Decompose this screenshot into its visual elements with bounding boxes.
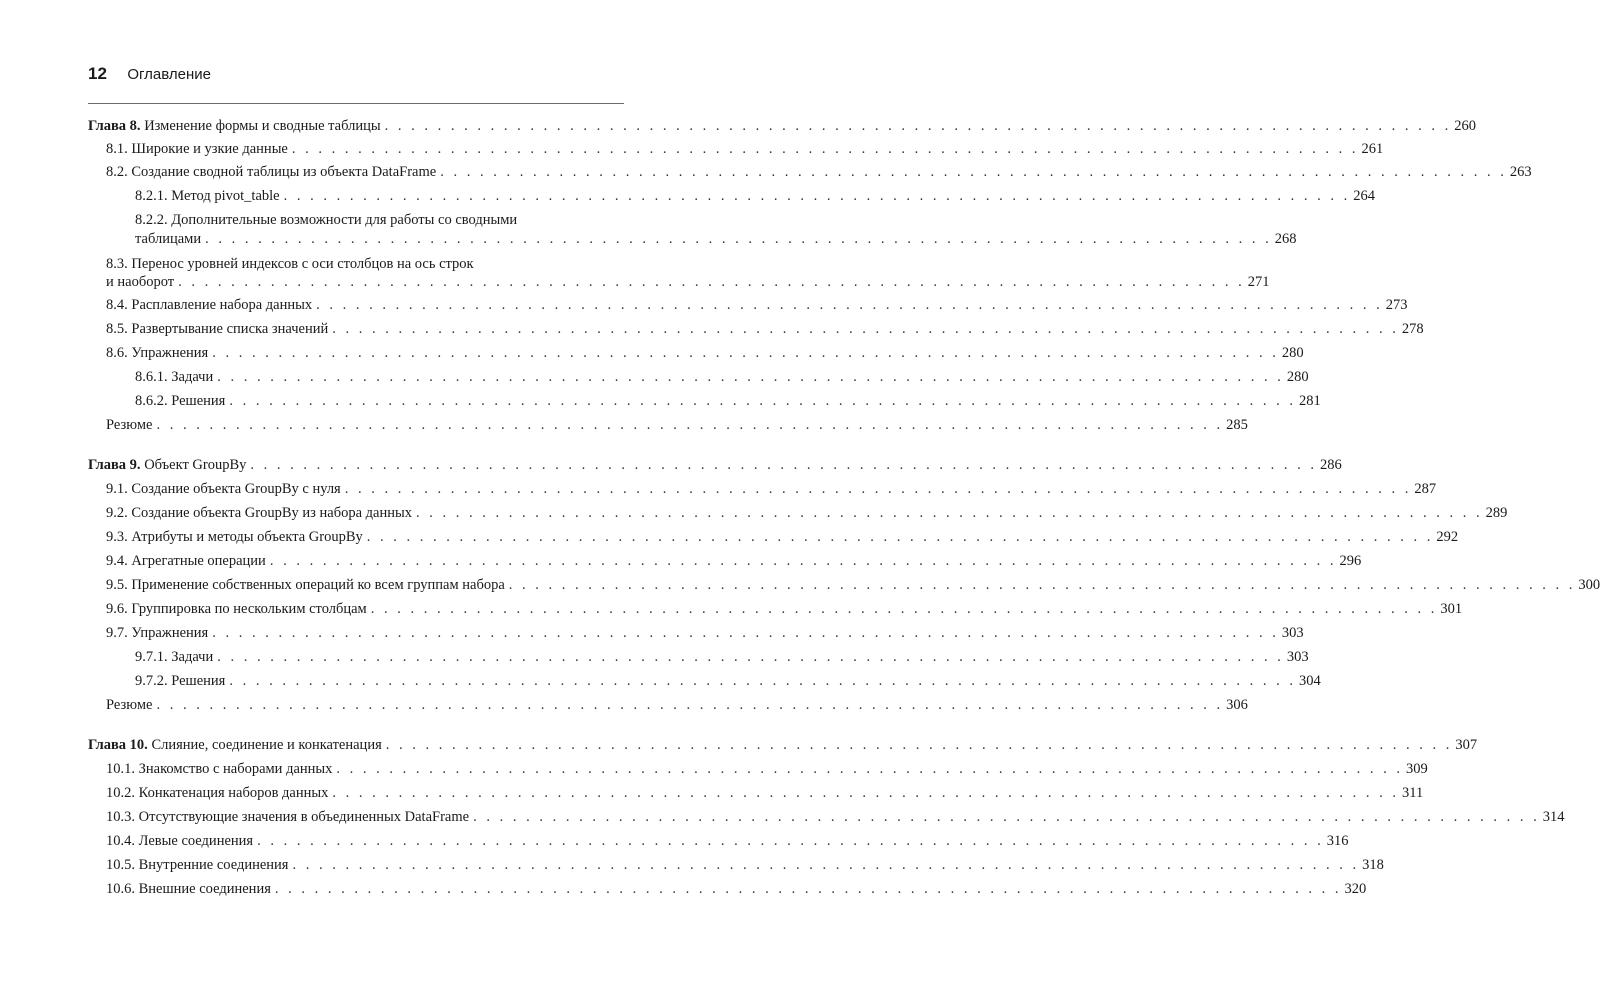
entry-title: 10.1. Знакомство с наборами данных: [106, 761, 333, 777]
entry-title: 8.4. Расплавление набора данных: [106, 297, 313, 313]
leader-dots: . . . . . . . . . . . . . . . . . . . . . . . . . . . . . . . . . . . . . . . . . . . . . . . . . . . . . . . . . . . . . . . . . . . . . . . . . . . . . . . . .: [366, 529, 1434, 545]
leader-dots: . . . . . . . . . . . . . . . . . . . . . . . . . . . . . . . . . . . . . . . . . . . . . . . . . . . . . . . . . . . . . . . . . . . . . . . . . . . . . . . . .: [440, 164, 1507, 180]
leader-dots: . . . . . . . . . . . . . . . . . . . . . . . . . . . . . . . . . . . . . . . . . . . . . . . . . . . . . . . . . . . . . . . . . . . . . . . . . . . . . . . . .: [178, 274, 1245, 290]
leader-dots: . . . . . . . . . . . . . . . . . . . . . . . . . . . . . . . . . . . . . . . . . . . . . . . . . . . . . . . . . . . . . . . . . . . . . . . . . . . . . . . . .: [274, 881, 1342, 897]
page-ref: 306: [1226, 697, 1248, 713]
entry-title: 10.2. Конкатенация наборов данных: [106, 785, 329, 801]
toc-entry: [0, 344, 1304, 363]
toc-entry: [0, 368, 1309, 387]
page-ref: 268: [1274, 231, 1297, 247]
leader-dots: . . . . . . . . . . . . . . . . . . . . . . . . . . . . . . . . . . . . . . . . . . . . . . . . . . . . . . . . . . . . . . . . . . . . . . . . . . . . . . . . .: [156, 697, 1224, 713]
leader-dots: . . . . . . . . . . . . . . . . . . . . . . . . . . . . . . . . . . . . . . . . . . . . . . . . . . . . . . . . . . . . . . . . . . . . . . . . . . . . . . . . .: [292, 857, 1360, 873]
leader-dots: . . . . . . . . . . . . . . . . . . . . . . . . . . . . . . . . . . . . . . . . . . . . . . . . . . . . . . . . . . . . . . . . . . . . . . . . . . . . . . . . .: [217, 649, 1284, 665]
page-ref: 260: [1454, 118, 1476, 134]
page-ref: 320: [1344, 881, 1367, 897]
chapter-label: Глава 8.: [88, 118, 141, 134]
page-ref: 296: [1339, 553, 1362, 569]
toc-entry: [0, 552, 1362, 571]
entry-title: 8.3. Перенос уровней индексов с оси столбцов на ось строк: [106, 256, 474, 272]
entry-title: Резюме: [106, 417, 153, 433]
entry-title: 8.1. Широкие и узкие данные: [106, 141, 288, 157]
toc-entry: [0, 696, 1248, 715]
page-ref: 300: [1578, 577, 1600, 593]
leader-dots: . . . . . . . . . . . . . . . . . . . . . . . . . . . . . . . . . . . . . . . . . . . . . . . . . . . . . . . . . . . . . . . . . . . . . . . . . . . . . . . . .: [257, 833, 1324, 849]
entry-title: 8.2.1. Метод pivot_table: [135, 188, 280, 204]
leader-dots: . . . . . . . . . . . . . . . . . . . . . . . . . . . . . . . . . . . . . . . . . . . . . . . . . . . . . . . . . . . . . . . . . . . . . . . . . . . . . . . . .: [217, 369, 1284, 385]
entry-title: 8.6.2. Решения: [135, 393, 226, 409]
page-ref: 264: [1353, 188, 1375, 204]
leader-dots: . . . . . . . . . . . . . . . . . . . . . . . . . . . . . . . . . . . . . . . . . . . . . . . . . . . . . . . . . . . . . . . . . . . . . . . . . . . . . . . . .: [384, 118, 1452, 134]
entry-title: 9.4. Агрегатные операции: [106, 553, 266, 569]
leader-dots: . . . . . . . . . . . . . . . . . . . . . . . . . . . . . . . . . . . . . . . . . . . . . . . . . . . . . . . . . . . . . . . . . . . . . . . . . . . . . . . . .: [508, 577, 1576, 593]
leader-dots: . . . . . . . . . . . . . . . . . . . . . . . . . . . . . . . . . . . . . . . . . . . . . . . . . . . . . . . . . . . . . . . . . . . . . . . . . . . . . . . . .: [212, 345, 1279, 361]
toc-chapter-10: [0, 736, 1478, 755]
leader-dots: . . . . . . . . . . . . . . . . . . . . . . . . . . . . . . . . . . . . . . . . . . . . . . . . . . . . . . . . . . . . . . . . . . . . . . . . . . . . . . . . .: [385, 737, 1453, 753]
toc-chapter-8: [0, 117, 1476, 136]
leader-dots: . . . . . . . . . . . . . . . . . . . . . . . . . . . . . . . . . . . . . . . . . . . . . . . . . . . . . . . . . . . . . . . . . . . . . . . . . . . . . . . . .: [473, 809, 1540, 825]
toc-entry: [0, 140, 1384, 159]
page-ref: 311: [1402, 785, 1424, 801]
leader-dots: . . . . . . . . . . . . . . . . . . . . . . . . . . . . . . . . . . . . . . . . . . . . . . . . . . . . . . . . . . . . . . . . . . . . . . . . . . . . . . . . .: [316, 297, 1383, 313]
page-ref: 309: [1406, 761, 1428, 777]
page-ref: 286: [1320, 457, 1342, 473]
page-ref: 301: [1440, 601, 1463, 617]
page-ref: 280: [1286, 369, 1309, 385]
leader-dots: . . . . . . . . . . . . . . . . . . . . . . . . . . . . . . . . . . . . . . . . . . . . . . . . . . . . . . . . . . . . . . . . . . . . . . . . . . . . . . . . .: [332, 321, 1399, 337]
toc-chapter-9: [0, 456, 1342, 475]
toc-entry: [0, 808, 1565, 827]
leader-dots: . . . . . . . . . . . . . . . . . . . . . . . . . . . . . . . . . . . . . . . . . . . . . . . . . . . . . . . . . . . . . . . . . . . . . . . . . . . . . . . . .: [291, 141, 1359, 157]
page-ref: 314: [1542, 809, 1565, 825]
page-title: Оглавление: [127, 66, 212, 83]
toc-entry: [0, 230, 1297, 249]
page-header: [88, 64, 628, 84]
page-ref: 304: [1298, 673, 1321, 689]
page-ref: 273: [1385, 297, 1408, 313]
page-ref: 287: [1414, 481, 1437, 497]
toc-entry: [0, 187, 1375, 206]
leader-dots: . . . . . . . . . . . . . . . . . . . . . . . . . . . . . . . . . . . . . . . . . . . . . . . . . . . . . . . . . . . . . . . . . . . . . . . . . . . . . . . . .: [269, 553, 1337, 569]
page-ref: 303: [1281, 625, 1304, 641]
leader-dots: . . . . . . . . . . . . . . . . . . . . . . . . . . . . . . . . . . . . . . . . . . . . . . . . . . . . . . . . . . . . . . . . . . . . . . . . . . . . . . . . .: [344, 481, 1412, 497]
toc-entry: [0, 273, 1270, 292]
page-number: 12: [88, 64, 107, 83]
entry-title: Резюме: [106, 697, 153, 713]
entry-title: 10.6. Внешние соединения: [106, 881, 271, 897]
leader-dots: . . . . . . . . . . . . . . . . . . . . . . . . . . . . . . . . . . . . . . . . . . . . . . . . . . . . . . . . . . . . . . . . . . . . . . . . . . . . . . . . .: [336, 761, 1404, 777]
toc-entry: [0, 648, 1309, 667]
leader-dots: . . . . . . . . . . . . . . . . . . . . . . . . . . . . . . . . . . . . . . . . . . . . . . . . . . . . . . . . . . . . . . . . . . . . . . . . . . . . . . . . .: [283, 188, 1351, 204]
toc-entry: [0, 392, 1321, 411]
page-ref: 271: [1247, 274, 1270, 290]
leader-dots: . . . . . . . . . . . . . . . . . . . . . . . . . . . . . . . . . . . . . . . . . . . . . . . . . . . . . . . . . . . . . . . . . . . . . . . . . . . . . . . . .: [212, 625, 1279, 641]
toc-entry: [0, 760, 1428, 779]
toc-entry: [0, 832, 1349, 851]
entry-title: 9.5. Применение собственных операций ко всем группам набора: [106, 577, 505, 593]
entry-title: 8.2.2. Дополнительные возможности для работы со сводными: [135, 212, 518, 228]
toc-entry: [0, 320, 1424, 339]
page-ref: 318: [1362, 857, 1384, 873]
toc-entry: [0, 880, 1367, 899]
toc-entry: [0, 528, 1459, 547]
leader-dots: . . . . . . . . . . . . . . . . . . . . . . . . . . . . . . . . . . . . . . . . . . . . . . . . . . . . . . . . . . . . . . . . . . . . . . . . . . . . . . . . .: [332, 785, 1399, 801]
entry-title: Слияние, соединение и конкатенация: [151, 737, 382, 753]
entry-title: 8.5. Развертывание списка значений: [106, 321, 329, 337]
entry-title: 8.2. Создание сводной таблицы из объекта DataFrame: [106, 164, 437, 180]
entry-title: Объект GroupBy: [144, 457, 247, 473]
entry-title: 9.7.2. Решения: [135, 673, 226, 689]
page-ref: 281: [1298, 393, 1321, 409]
entry-title: 10.3. Отсутствующие значения в объединенных DataFrame: [106, 809, 470, 825]
page-ref: 263: [1509, 164, 1532, 180]
page-ref: 303: [1286, 649, 1309, 665]
page-ref: 280: [1281, 345, 1304, 361]
entry-title: 9.2. Создание объекта GroupBy из набора данных: [106, 505, 412, 521]
chapter-label: Глава 9.: [88, 457, 141, 473]
leader-dots: . . . . . . . . . . . . . . . . . . . . . . . . . . . . . . . . . . . . . . . . . . . . . . . . . . . . . . . . . . . . . . . . . . . . . . . . . . . . . . . . .: [415, 505, 1483, 521]
leader-dots: . . . . . . . . . . . . . . . . . . . . . . . . . . . . . . . . . . . . . . . . . . . . . . . . . . . . . . . . . . . . . . . . . . . . . . . . . . . . . . . . .: [205, 231, 1272, 247]
entry-title: 9.7.1. Задачи: [135, 649, 214, 665]
toc-entry: [0, 856, 1384, 875]
toc-entry: [0, 624, 1304, 643]
page-ref: 316: [1326, 833, 1349, 849]
entry-title: Изменение формы и сводные таблицы: [144, 118, 381, 134]
toc-entry: [0, 600, 1463, 619]
leader-dots: . . . . . . . . . . . . . . . . . . . . . . . . . . . . . . . . . . . . . . . . . . . . . . . . . . . . . . . . . . . . . . . . . . . . . . . . . . . . . . . . .: [156, 417, 1224, 433]
page-ref: 307: [1455, 737, 1478, 753]
chapter-label: Глава 10.: [88, 737, 148, 753]
entry-title: 8.6.1. Задачи: [135, 369, 214, 385]
leader-dots: . . . . . . . . . . . . . . . . . . . . . . . . . . . . . . . . . . . . . . . . . . . . . . . . . . . . . . . . . . . . . . . . . . . . . . . . . . . . . . . . .: [229, 673, 1296, 689]
entry-title: 9.6. Группировка по нескольким столбцам: [106, 601, 367, 617]
toc-entry: [0, 480, 1437, 499]
header-divider: [88, 103, 624, 104]
toc-entry: [0, 576, 1600, 595]
toc-entry: [0, 296, 1408, 315]
leader-dots: . . . . . . . . . . . . . . . . . . . . . . . . . . . . . . . . . . . . . . . . . . . . . . . . . . . . . . . . . . . . . . . . . . . . . . . . . . . . . . . . .: [370, 601, 1438, 617]
toc-entry: [0, 672, 1321, 691]
page-ref: 285: [1226, 417, 1248, 433]
entry-title-continued: и наоборот: [106, 274, 175, 290]
entry-title: 9.1. Создание объекта GroupBy с нуля: [106, 481, 341, 497]
toc-entry: [0, 163, 1532, 182]
page-ref: 261: [1361, 141, 1384, 157]
page-ref: 289: [1485, 505, 1508, 521]
toc-entry: [0, 784, 1424, 803]
page-ref: 292: [1436, 529, 1459, 545]
toc-entry: [0, 504, 1508, 523]
entry-title: 10.5. Внутренние соединения: [106, 857, 289, 873]
toc-entry: [0, 416, 1248, 435]
entry-title: 8.6. Упражнения: [106, 345, 209, 361]
page-ref: 278: [1401, 321, 1424, 337]
leader-dots: . . . . . . . . . . . . . . . . . . . . . . . . . . . . . . . . . . . . . . . . . . . . . . . . . . . . . . . . . . . . . . . . . . . . . . . . . . . . . . . . .: [229, 393, 1296, 409]
entry-title: 9.3. Атрибуты и методы объекта GroupBy: [106, 529, 363, 545]
entry-title: 10.4. Левые соединения: [106, 833, 254, 849]
leader-dots: . . . . . . . . . . . . . . . . . . . . . . . . . . . . . . . . . . . . . . . . . . . . . . . . . . . . . . . . . . . . . . . . . . . . . . . . . . . . . . . . .: [250, 457, 1318, 473]
entry-title: 9.7. Упражнения: [106, 625, 209, 641]
entry-title-continued: таблицами: [135, 231, 202, 247]
